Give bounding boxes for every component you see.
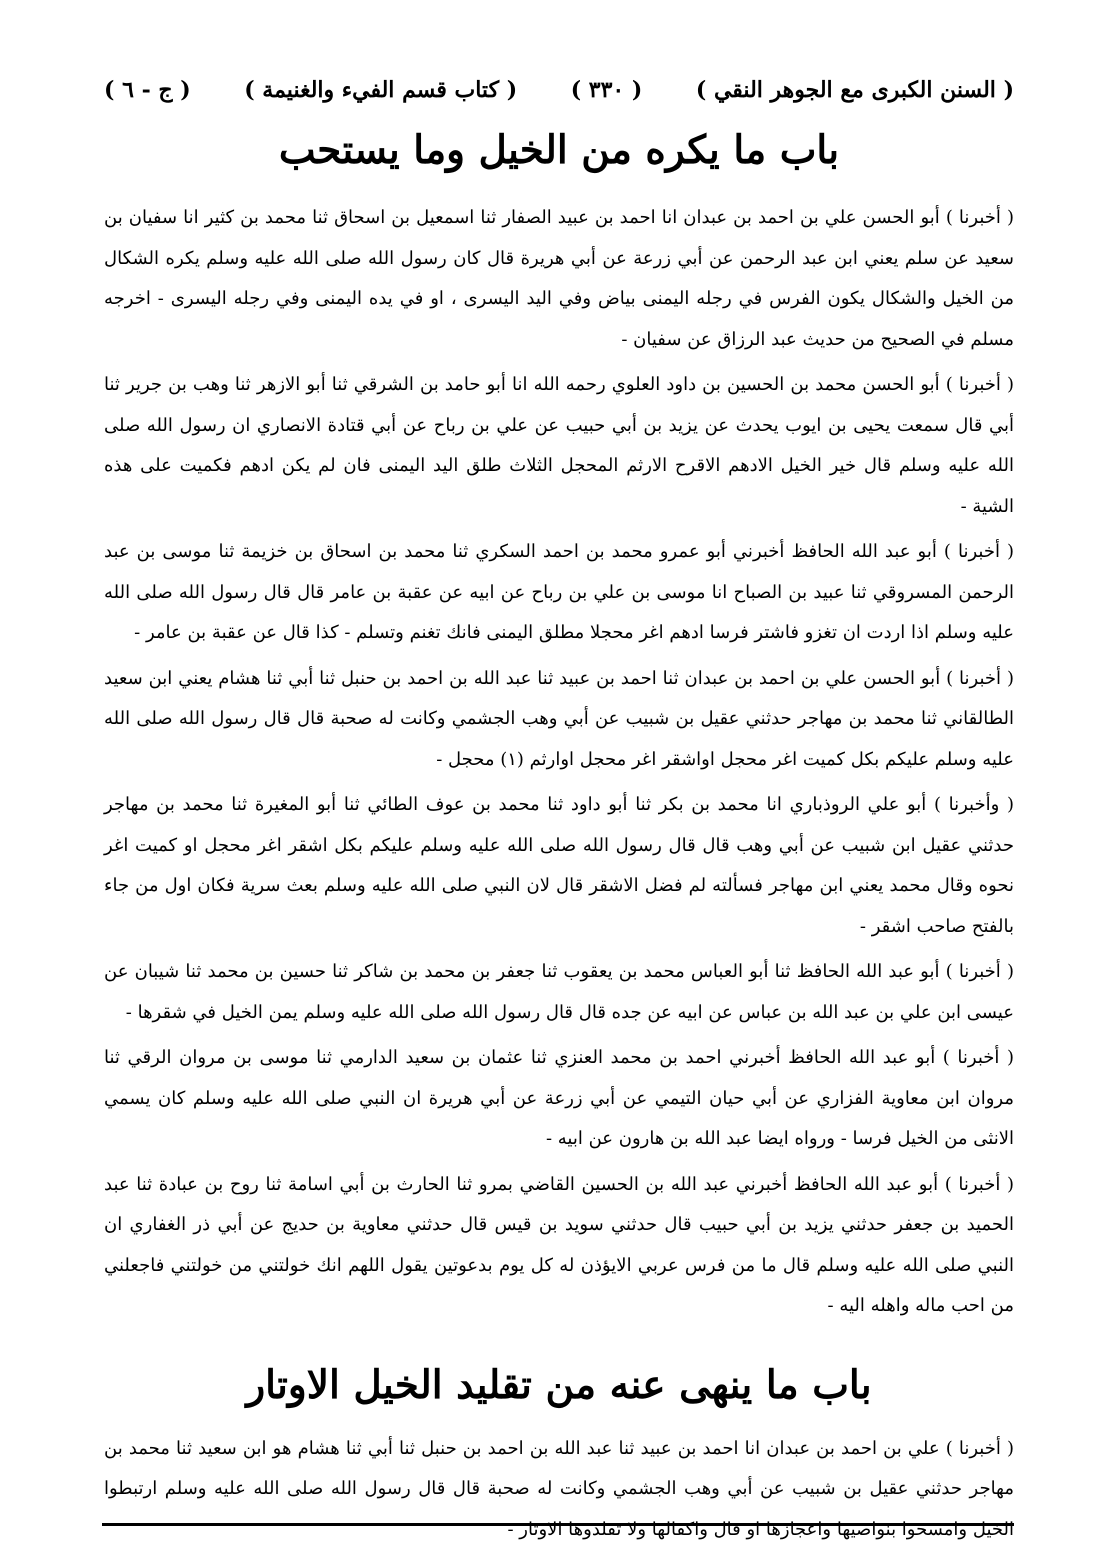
running-header	[104, 62, 1014, 118]
hadith-paragraph: ( وأخبرنا ) أبو علي الروذباري انا محمد بن بكر ثنا أبو داود ثنا محمد بن عوف الطائي ثنا أبو المغيرة ثنا محمد بن مهاجر حدثني عقيل ابن شبيب عن أبي وهب قال قال رسول الله صلى الله عليه وسلم عليكم بكل اشقر اغر محجل او كميت اغر نحوه وقال محمد يعني ابن مهاجر فسألته لم فضل الاشقر قال لان النبي صلى الله عليه وسلم بعث سرية فكان اول من جاء بالفتح صاحب اشقر -	[104, 785, 1014, 947]
hadith-paragraph: ( أخبرنا ) أبو عبد الله الحافظ ثنا أبو العباس محمد بن يعقوب ثنا جعفر بن محمد بن شاكر ثنا حسين بن محمد ثنا شيبان عن عيسى ابن علي بن عبد الله بن عباس عن ابيه عن جده قال قال رسول الله صلى الله عليه وسلم يمن الخيل في شقرها -	[104, 952, 1014, 1033]
hadith-paragraph: ( أخبرنا ) أبو عبد الله الحافظ أخبرني احمد بن محمد العنزي ثنا عثمان بن سعيد الدارمي ثنا موسى بن مروان الرقي ثنا مروان ابن معاوية الفزاري عن أبي حيان التيمي عن أبي زرعة عن أبي هريرة ان النبي صلى الله عليه وسلم كان يسمي الانثى من الخيل فرسا - ورواه ايضا عبد الله بن هارون عن ابيه -	[104, 1038, 1014, 1160]
hadith-paragraph: ( أخبرنا ) علي بن احمد بن عبدان انا احمد بن عبيد ثنا عبد الله بن احمد بن حنبل ثنا أبي ثنا هشام هو ابن سعيد ثنا محمد بن مهاجر حدثني عقيل بن شبيب عن أبي وهب الجشمي وكانت له صحبة قال قال رسول الله صلى الله عليه وسلم ارتبطوا الخيل وامسحوا بنواصيها واعجازها او قال واكفالها ولا تقلدوها الاوتار -	[104, 1429, 1014, 1550]
chapter-title: باب ما يكره من الخيل وما يستحب	[104, 120, 1014, 180]
header-page-number: ( ٣٣٠ )	[571, 77, 643, 103]
hadith-paragraph: ( أخبرنا ) أبو الحسن علي بن احمد بن عبدان ثنا احمد بن عبيد ثنا عبد الله بن احمد بن حنبل ثنا أبي ثنا هشام يعني ابن سعيد الطالقاني ثنا محمد بن مهاجر حدثني عقيل بن شبيب عن أبي وهب الجشمي وكانت له صحبة قال قال رسول الله صلى الله عليه وسلم عليكم بكل كميت اغر محجل اواشقر اغر محجل اوارثم (١) محجل -	[104, 659, 1014, 781]
header-volume: ( ج - ٦ )	[104, 77, 191, 103]
header-section-title: ( كتاب قسم الفيء والغنيمة )	[244, 77, 517, 103]
hadith-paragraph: ( أخبرنا ) أبو عبد الله الحافظ أخبرني أبو عمرو محمد بن احمد السكري ثنا محمد بن اسحاق بن خزيمة ثنا موسى بن عبد الرحمن المسروقي ثنا عبيد بن الصباح انا موسى بن علي بن رباح عن ابيه عن عقبة بن عامر قال قال رسول الله صلى الله عليه وسلم اذا اردت ان تغزو فاشتر فرسا ادهم اغر محجلا مطلق اليمنى فانك تغنم وتسلم - كذا قال عن عقبة بن عامر -	[104, 532, 1014, 654]
hadith-paragraph: ( أخبرنا ) أبو عبد الله الحافظ أخبرني عبد الله بن الحسين القاضي بمرو ثنا الحارث بن أبي اسامة ثنا روح بن عبادة ثنا عبد الحميد بن جعفر حدثني يزيد بن أبي حبيب قال حدثني سويد بن قيس قال حدثني معاوية بن حديج عن أبي ذر الغفاري ان النبي صلى الله عليه وسلم قال ما من فرس عربي الايؤذن له كل يوم بدعوتين يقول اللهم انك خولتني من خولتني فاجعلني من احب ماله واهله اليه -	[104, 1165, 1014, 1327]
footnote-divider	[102, 1523, 1014, 1526]
chapter-1	[104, 120, 1014, 1327]
hadith-paragraph: ( أخبرنا ) أبو الحسن علي بن احمد بن عبدان انا احمد بن عبيد الصفار ثنا اسمعيل بن اسحاق ثنا محمد بن كثير انا سفيان بن سعيد عن سلم يعني ابن عبد الرحمن عن أبي زرعة عن أبي هريرة قال كان رسول الله صلى الله عليه وسلم يكره الشكال من الخيل والشكال يكون الفرس في رجله اليمنى بياض وفي اليد اليسرى ، او في يده اليمنى وفي رجله اليسرى - اخرجه مسلم في الصحيح من حديث عبد الرزاق عن سفيان -	[104, 198, 1014, 360]
hadith-paragraph: ( أخبرنا ) أبو الحسن محمد بن الحسين بن داود العلوي رحمه الله انا أبو حامد بن الشرقي ثنا أبو الازهر ثنا وهب بن جرير ثنا أبي قال سمعت يحيى بن ايوب يحدث عن يزيد بن أبي حبيب عن علي بن رباح عن أبي قتادة الانصاري ان رسول الله صلى الله عليه وسلم قال خير الخيل الادهم الاقرح الارثم المحجل الثلاث طلق اليد اليمنى فان لم يكن ادهم فكميت على هذه الشية -	[104, 365, 1014, 527]
chapter-title: باب ما ينهى عنه من تقليد الخيل الاوتار	[104, 1355, 1014, 1415]
chapter-2	[104, 1355, 1014, 1550]
header-book-title: ( السنن الكبرى مع الجوهر النقي )	[696, 77, 1014, 103]
